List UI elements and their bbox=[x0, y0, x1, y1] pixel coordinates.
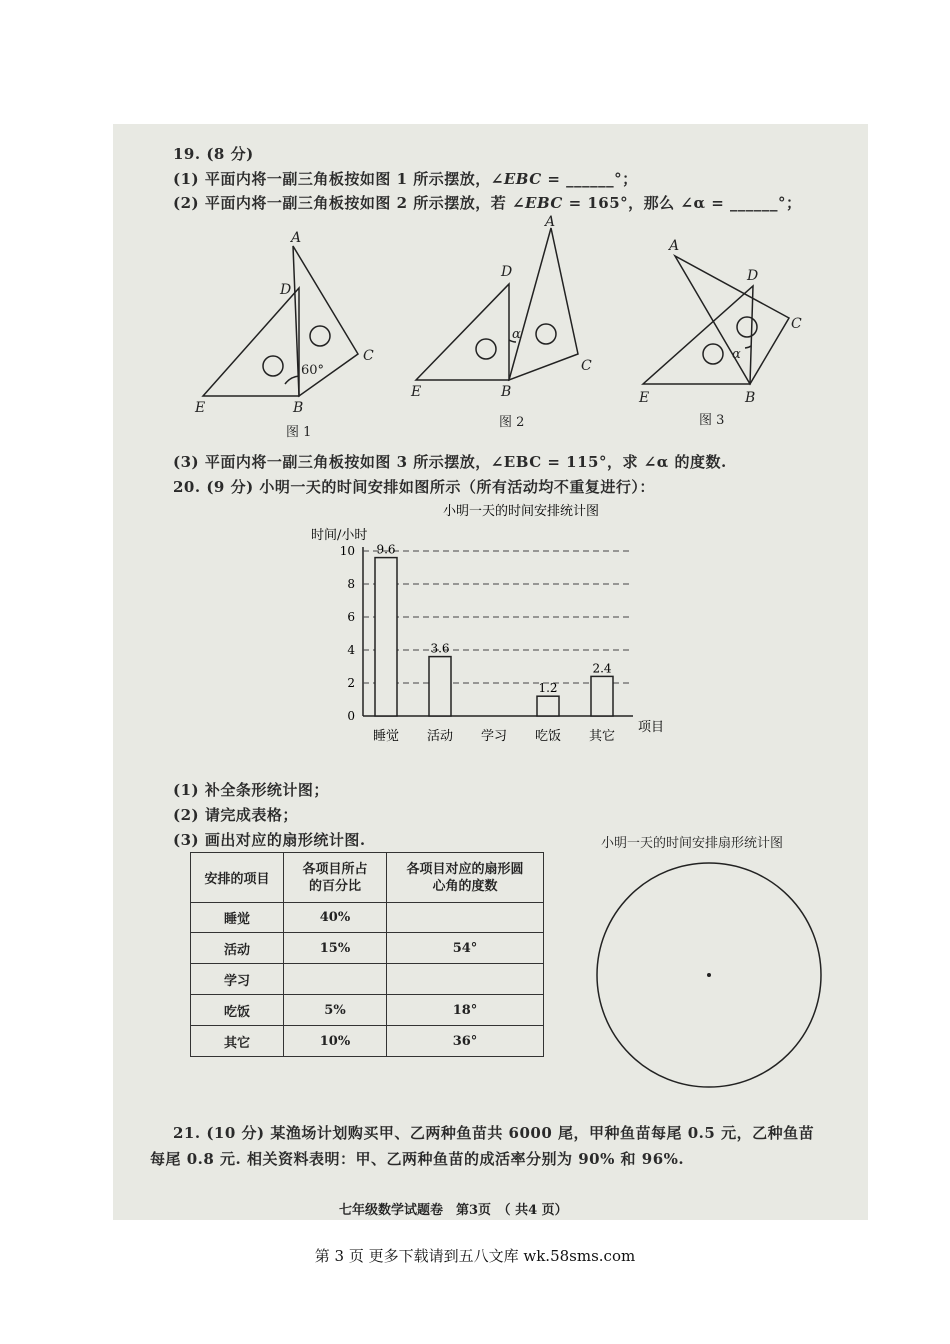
table-cell-percent: 40% bbox=[284, 903, 387, 933]
fig1-hole-2 bbox=[310, 326, 330, 346]
fig3-label-a: A bbox=[669, 238, 680, 254]
fig2-hole-1 bbox=[476, 339, 496, 359]
fig2-alpha-label: α bbox=[512, 327, 521, 342]
chart-bar bbox=[375, 558, 397, 716]
table-cell-percent: 10% bbox=[284, 1026, 387, 1057]
q21-line1: 21. (10 分) 某渔场计划购买甲、乙两种鱼苗共 6000 尾，甲种鱼苗每尾 0.5 元，乙种鱼苗 bbox=[173, 1124, 815, 1142]
fig3-label-e: E bbox=[639, 390, 650, 406]
q20-sub2: (2) 请完成表格； bbox=[173, 806, 298, 824]
chart-x-tick-label: 活动 bbox=[426, 729, 454, 744]
fig1-hole-1 bbox=[263, 356, 283, 376]
fig1-label-e: E bbox=[195, 400, 206, 416]
pie-chart-title: 小明一天的时间安排扇形统计图 bbox=[601, 836, 784, 851]
fig3-hole-1 bbox=[703, 344, 723, 364]
fig2-label-b: B bbox=[501, 384, 512, 400]
fig3-label-d: D bbox=[747, 268, 759, 284]
table-cell-item: 其它 bbox=[191, 1026, 284, 1057]
chart-x-tick-label: 学习 bbox=[480, 729, 508, 744]
chart-y-tick-label: 4 bbox=[347, 643, 355, 657]
fig3-alpha-arc bbox=[745, 346, 751, 348]
table-cell-angle[interactable] bbox=[387, 964, 544, 995]
q19-part3: (3) 平面内将一副三角板按如图 3 所示摆放，∠EBC = 115°，求 ∠α 的度数. bbox=[173, 453, 727, 471]
fig2-label-d: D bbox=[501, 264, 513, 280]
table-header-item: 安排的项目 bbox=[191, 853, 284, 903]
fig3-triangle-abc bbox=[675, 256, 789, 384]
table-header-percent: 各项目所占 的百分比 bbox=[284, 853, 387, 903]
q19-title: 19. (8 分) bbox=[173, 145, 254, 163]
table-cell-angle: 36° bbox=[387, 1026, 544, 1057]
fig1-label-c: C bbox=[363, 348, 374, 364]
table-row bbox=[191, 933, 544, 964]
fig2-triangle-abc bbox=[509, 228, 578, 380]
fig1-caption: 图 1 bbox=[286, 425, 312, 440]
fig3-label-c: C bbox=[791, 316, 802, 332]
chart-bar bbox=[591, 676, 613, 716]
chart-x-tick-label: 其它 bbox=[588, 729, 616, 744]
fig2-label-c: C bbox=[581, 358, 592, 374]
fig2-label-e: E bbox=[411, 384, 422, 400]
chart-bar bbox=[429, 657, 451, 716]
table-cell-percent: 5% bbox=[284, 995, 387, 1026]
q19-figures bbox=[113, 214, 868, 444]
fig2-triangle-ebd bbox=[416, 284, 509, 380]
bar-chart bbox=[303, 499, 683, 754]
q21-line2: 每尾 0.8 元. 相关资料表明：甲、乙两种鱼苗的成活率分别为 90% 和 96%. bbox=[150, 1150, 685, 1168]
fig2-caption: 图 2 bbox=[499, 415, 525, 430]
table-cell-item: 学习 bbox=[191, 964, 284, 995]
fig3-alpha-label: α bbox=[732, 347, 741, 362]
table-cell-item: 睡觉 bbox=[191, 903, 284, 933]
fig1-label-a: A bbox=[291, 230, 302, 246]
chart-bar bbox=[537, 696, 559, 716]
q20-sub1: (1) 补全条形统计图； bbox=[173, 781, 329, 799]
scanned-page bbox=[113, 124, 868, 1220]
fig2-label-a: A bbox=[545, 214, 556, 230]
table-row bbox=[191, 1026, 544, 1057]
table-row bbox=[191, 964, 544, 995]
table-row bbox=[191, 903, 544, 933]
fig3-caption: 图 3 bbox=[699, 413, 725, 428]
chart-bar-value-label: 9.6 bbox=[376, 542, 396, 557]
pie-chart-canvas[interactable] bbox=[593, 862, 833, 1092]
chart-y-tick-label: 8 bbox=[347, 577, 355, 591]
chart-bar-value-label: 1.2 bbox=[538, 681, 558, 696]
q19-part2: (2) 平面内将一副三角板按如图 2 所示摆放，若 ∠EBC = 165°，那么 ∠α = ______°； bbox=[173, 194, 802, 212]
table-cell-angle[interactable] bbox=[387, 903, 544, 933]
q19-part1: (1) 平面内将一副三角板按如图 1 所示摆放，∠EBC = ______°； bbox=[173, 170, 638, 188]
chart-x-tick-label: 吃饭 bbox=[534, 729, 562, 744]
fig3-label-b: B bbox=[745, 390, 756, 406]
fig1-label-b: B bbox=[293, 400, 304, 416]
chart-y-tick-label: 2 bbox=[347, 676, 355, 690]
bottom-footer: 第 3 页 更多下载请到五八文库 wk.58sms.com bbox=[314, 1247, 636, 1265]
chart-x-tick-label: 睡觉 bbox=[372, 729, 400, 744]
fig1-angle-label: 60° bbox=[301, 363, 325, 378]
chart-title: 小明一天的时间安排统计图 bbox=[443, 504, 600, 519]
fig1-angle-arc bbox=[285, 376, 299, 384]
table-cell-item: 吃饭 bbox=[191, 995, 284, 1026]
fig1-triangle-ebd bbox=[203, 288, 299, 396]
chart-y-tick-label: 0 bbox=[347, 709, 355, 723]
pie-center-dot bbox=[707, 973, 711, 977]
chart-xlabel: 项目 bbox=[638, 720, 665, 735]
table-row bbox=[191, 995, 544, 1026]
chart-bar-value-label: 2.4 bbox=[592, 661, 612, 676]
q20-title: 20. (9 分) 小明一天的时间安排如图所示（所有活动均不重复进行）： bbox=[173, 478, 655, 496]
page-footer: 七年级数学试题卷 第3页 （ 共4 页） bbox=[339, 1203, 568, 1218]
fig3-hole-2 bbox=[737, 317, 757, 337]
chart-y-tick-label: 10 bbox=[339, 544, 355, 558]
chart-ylabel: 时间/小时 bbox=[311, 528, 368, 543]
fig1-label-d: D bbox=[280, 282, 292, 298]
table-cell-percent: 15% bbox=[284, 933, 387, 964]
table-cell-angle: 18° bbox=[387, 995, 544, 1026]
q20-sub3: (3) 画出对应的扇形统计图. bbox=[173, 831, 366, 849]
q20-table bbox=[190, 852, 544, 1057]
table-cell-percent[interactable] bbox=[284, 964, 387, 995]
chart-y-tick-label: 6 bbox=[347, 610, 355, 624]
fig2-hole-2 bbox=[536, 324, 556, 344]
fig3-triangle-ebd bbox=[643, 286, 753, 384]
table-header-angle: 各项目对应的扇形圆 心角的度数 bbox=[387, 853, 544, 903]
chart-bar-value-label: 3.6 bbox=[430, 641, 450, 656]
table-cell-item: 活动 bbox=[191, 933, 284, 964]
table-cell-angle: 54° bbox=[387, 933, 544, 964]
